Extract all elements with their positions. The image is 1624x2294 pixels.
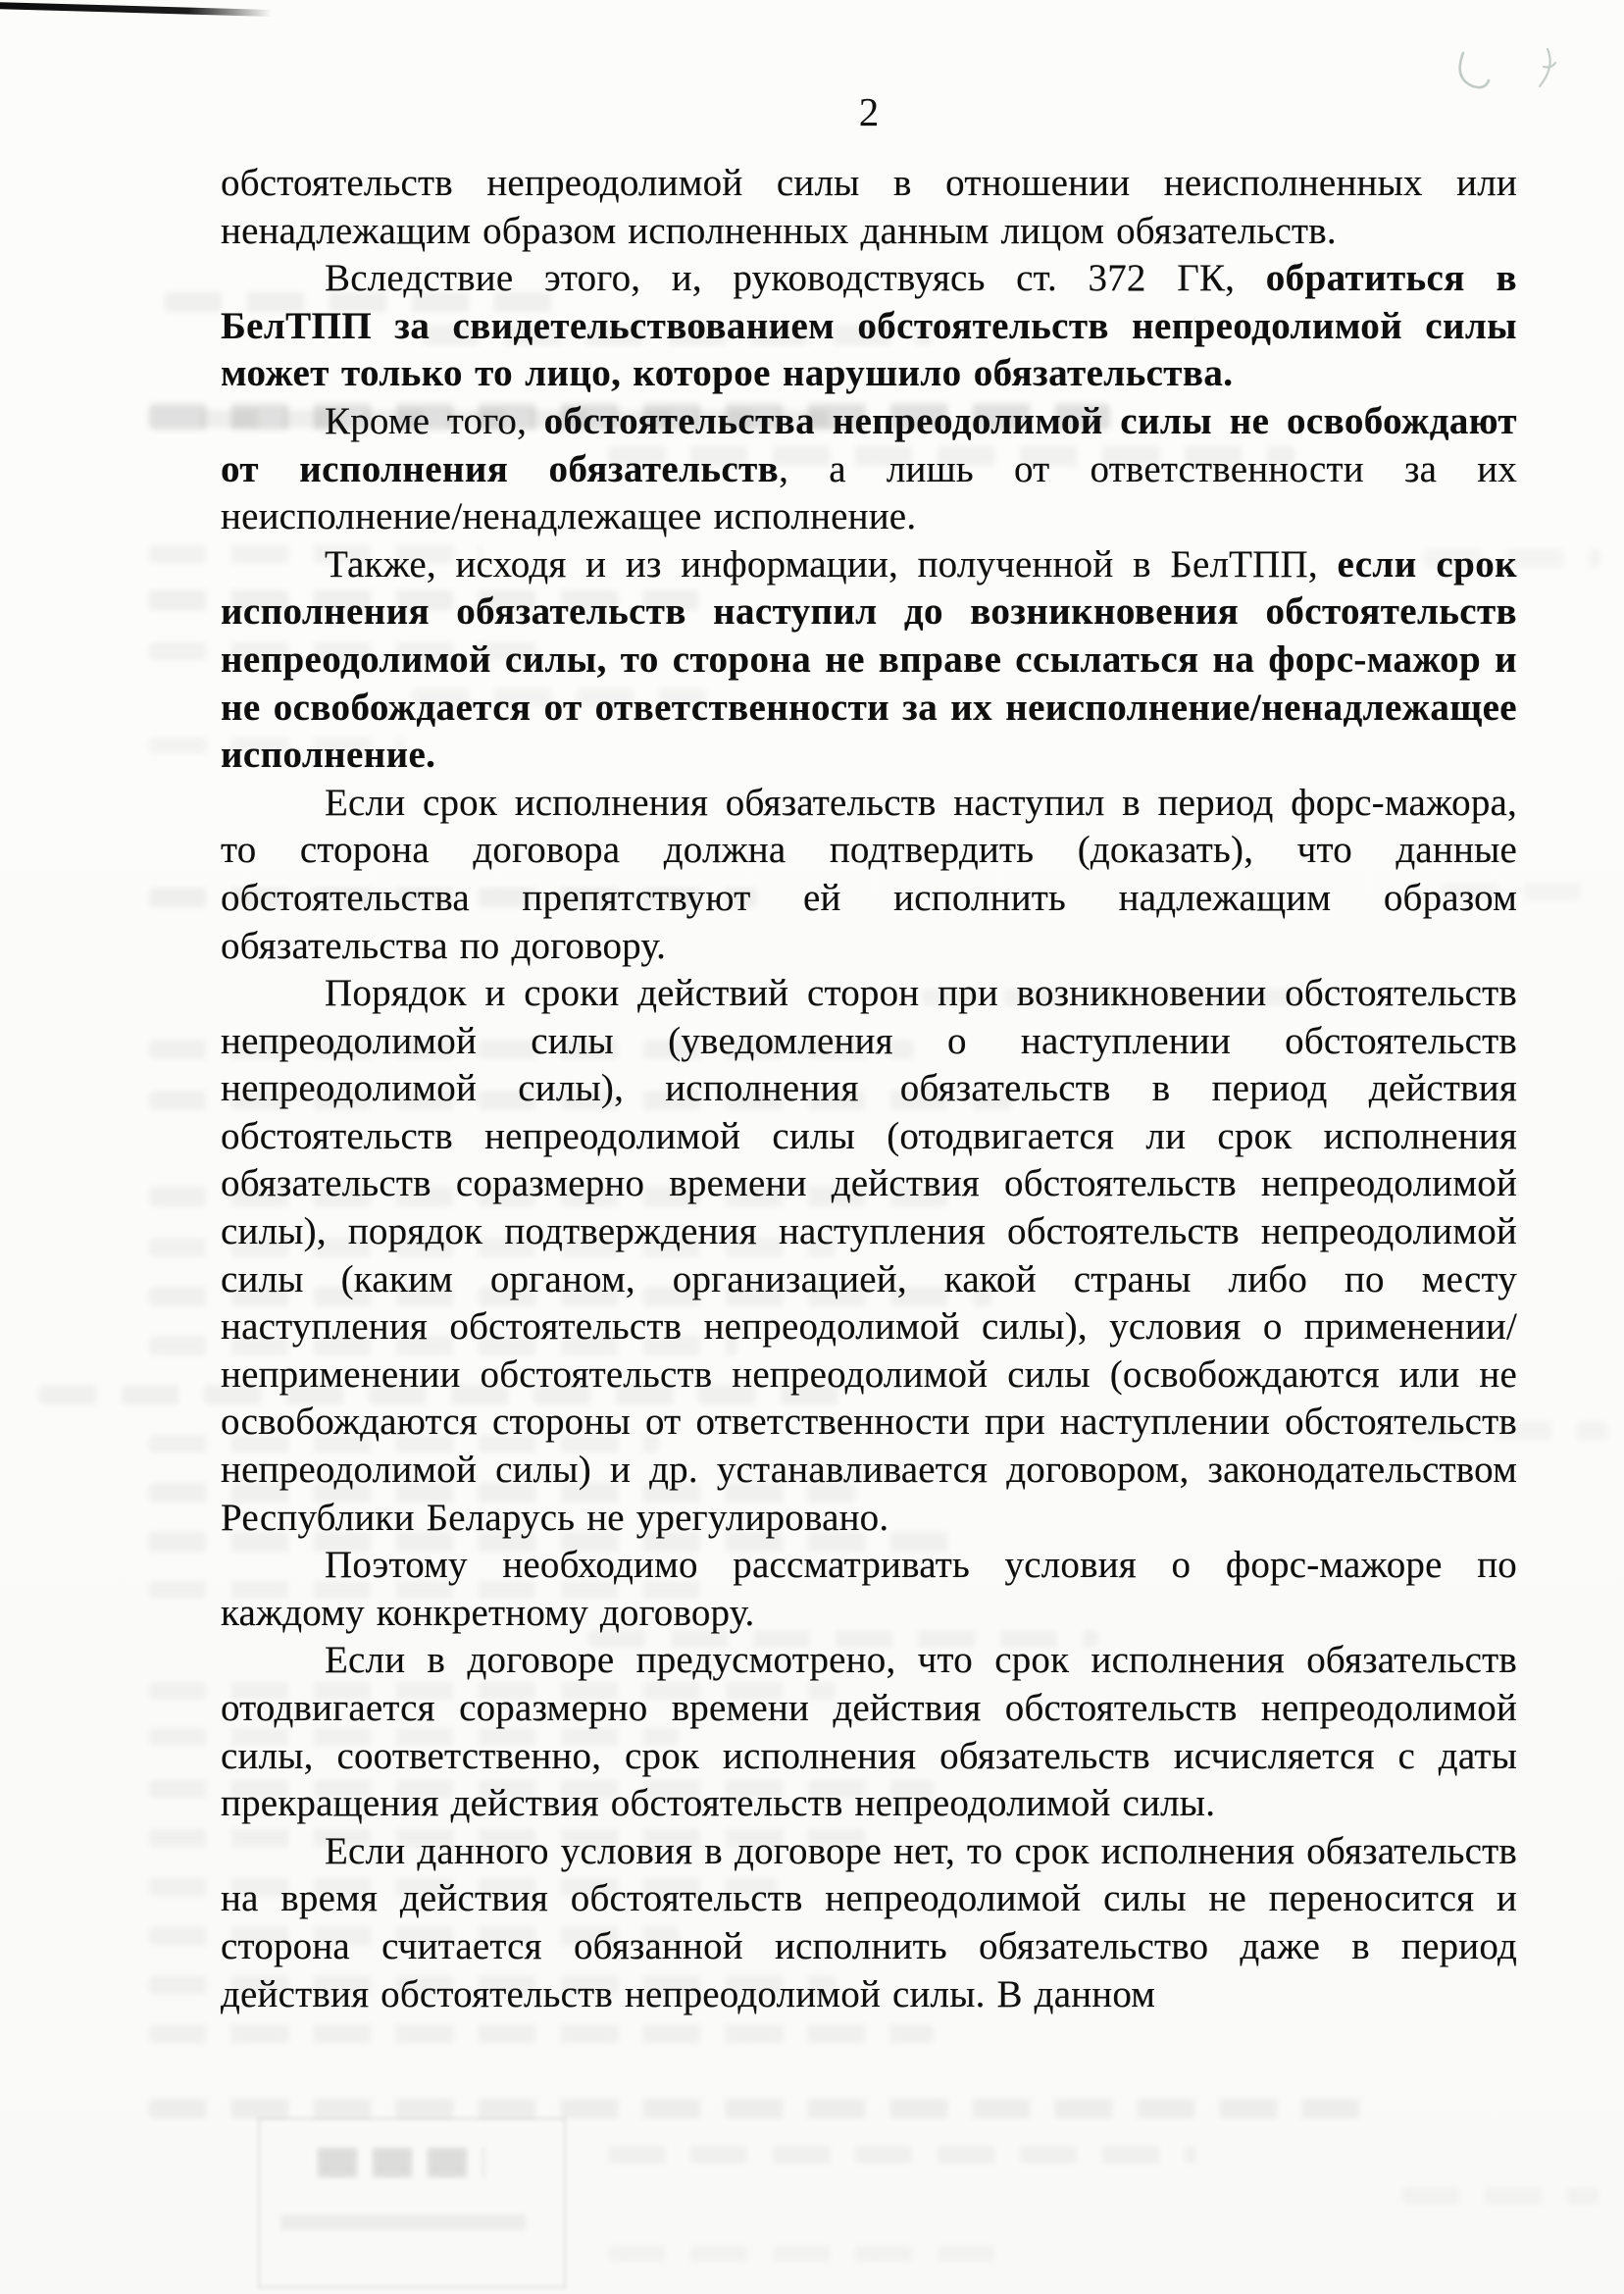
text-segment: Кроме того, [325,399,544,442]
page-number: 2 [858,89,880,134]
paragraph [221,160,1517,255]
text-segment: Если срок исполнения обязательств наступил в период форс-мажора, то сторона договора должна подтвердить (доказать), что данные обстоятельства препятствуют ей исполнить надлежащим образом обязательства по договору. [221,781,1517,967]
paragraph [221,398,1517,541]
bleed-through-smudge [1402,2187,1599,2205]
bleed-through-smudge [608,2246,1020,2262]
bleed-through-smudge [608,2146,1196,2164]
paragraph [221,1828,1517,2018]
text-segment: Вследствие этого, и, руководствуясь ст. 372 ГК, [325,257,1266,300]
bleed-through-stamp-line [280,2215,526,2230]
paragraph [221,1542,1517,1637]
bleed-through-smudge [149,2099,1365,2118]
text-segment: обстоятельств непреодолимой силы в отношении неисполненных или ненадлежащим образом исполненных данным лицом обязательств. [221,162,1517,252]
text-segment: Если данного условия в договоре нет, то срок исполнения обязательств на время действия обстоятельств непреодолимой силы не переносится и сторона считается обязанной исполнить обязательство даже в период действия обстоятельств непреодолимой силы. В данном [221,1829,1517,2015]
paragraph [221,970,1517,1542]
bleed-through-stamp-text [318,2148,484,2177]
bold-text-segment: если срок исполнения обязательств наступил до возникновения обстоятельств непреодолимой силы, то сторона не вправе ссылаться на форс-мажор и не освобождается от ответственности за их неисполнение/ненадлежащее исполнение. [221,542,1517,777]
text-segment: Если в договоре предусмотрено, что срок исполнения обязательств отодвигается соразмерно времени действия обстоятельств непреодолимой силы, соответственно, срок исполнения обязательств исчисляется с даты прекращения действия обстоятельств непреодолимой силы. [221,1639,1517,1825]
text-segment: , а лишь от ответственности за их неисполнение/ненадлежащее исполнение. [221,447,1517,538]
scan-edge-artifact [0,2,272,17]
paragraph [221,255,1517,398]
bold-text-segment: обстоятельства непреодолимой силы не освобождают от исполнения обязательств [221,399,1517,490]
bold-text-segment: обратиться в БелТПП за свидетельствованием обстоятельств непреодолимой силы может только то лицо, которое нарушило обязательства. [221,257,1517,395]
bleed-through-smudge [149,2025,934,2043]
text-segment: Порядок и сроки действий сторон при возникновении обстоятельств непреодолимой силы (уведомления о наступлении обстоятельств непреодолимой силы), исполнения обязательств в период действия обстоятельств непреодолимой силы (отодвигается ли срок исполнения обязательств соразмерно времени действия обстоятельств непреодолимой силы), порядок подтверждения наступления обстоятельств непреодолимой силы (каким органом, организацией, какой страны либо по месту наступления обстоятельств непреодолимой силы), условия о применении/неприменении обстоятельств непреодолимой силы (освобождаются или не освобождаются стороны от ответственности при наступлении обстоятельств непреодолимой силы) и др. устанавливается договором, законодательством Республики Беларусь не урегулировано. [221,972,1517,1539]
paragraph [221,1637,1517,1827]
text-segment: Также, исходя и из информации, полученной в БелТПП, [325,542,1338,586]
document-body [221,160,1517,2018]
paragraph [221,780,1517,970]
text-segment: Поэтому необходимо рассматривать условия о форс-мажоре по каждому конкретному договору. [221,1544,1517,1634]
bleed-through-stamp-box [257,2116,567,2289]
paragraph [221,541,1517,780]
